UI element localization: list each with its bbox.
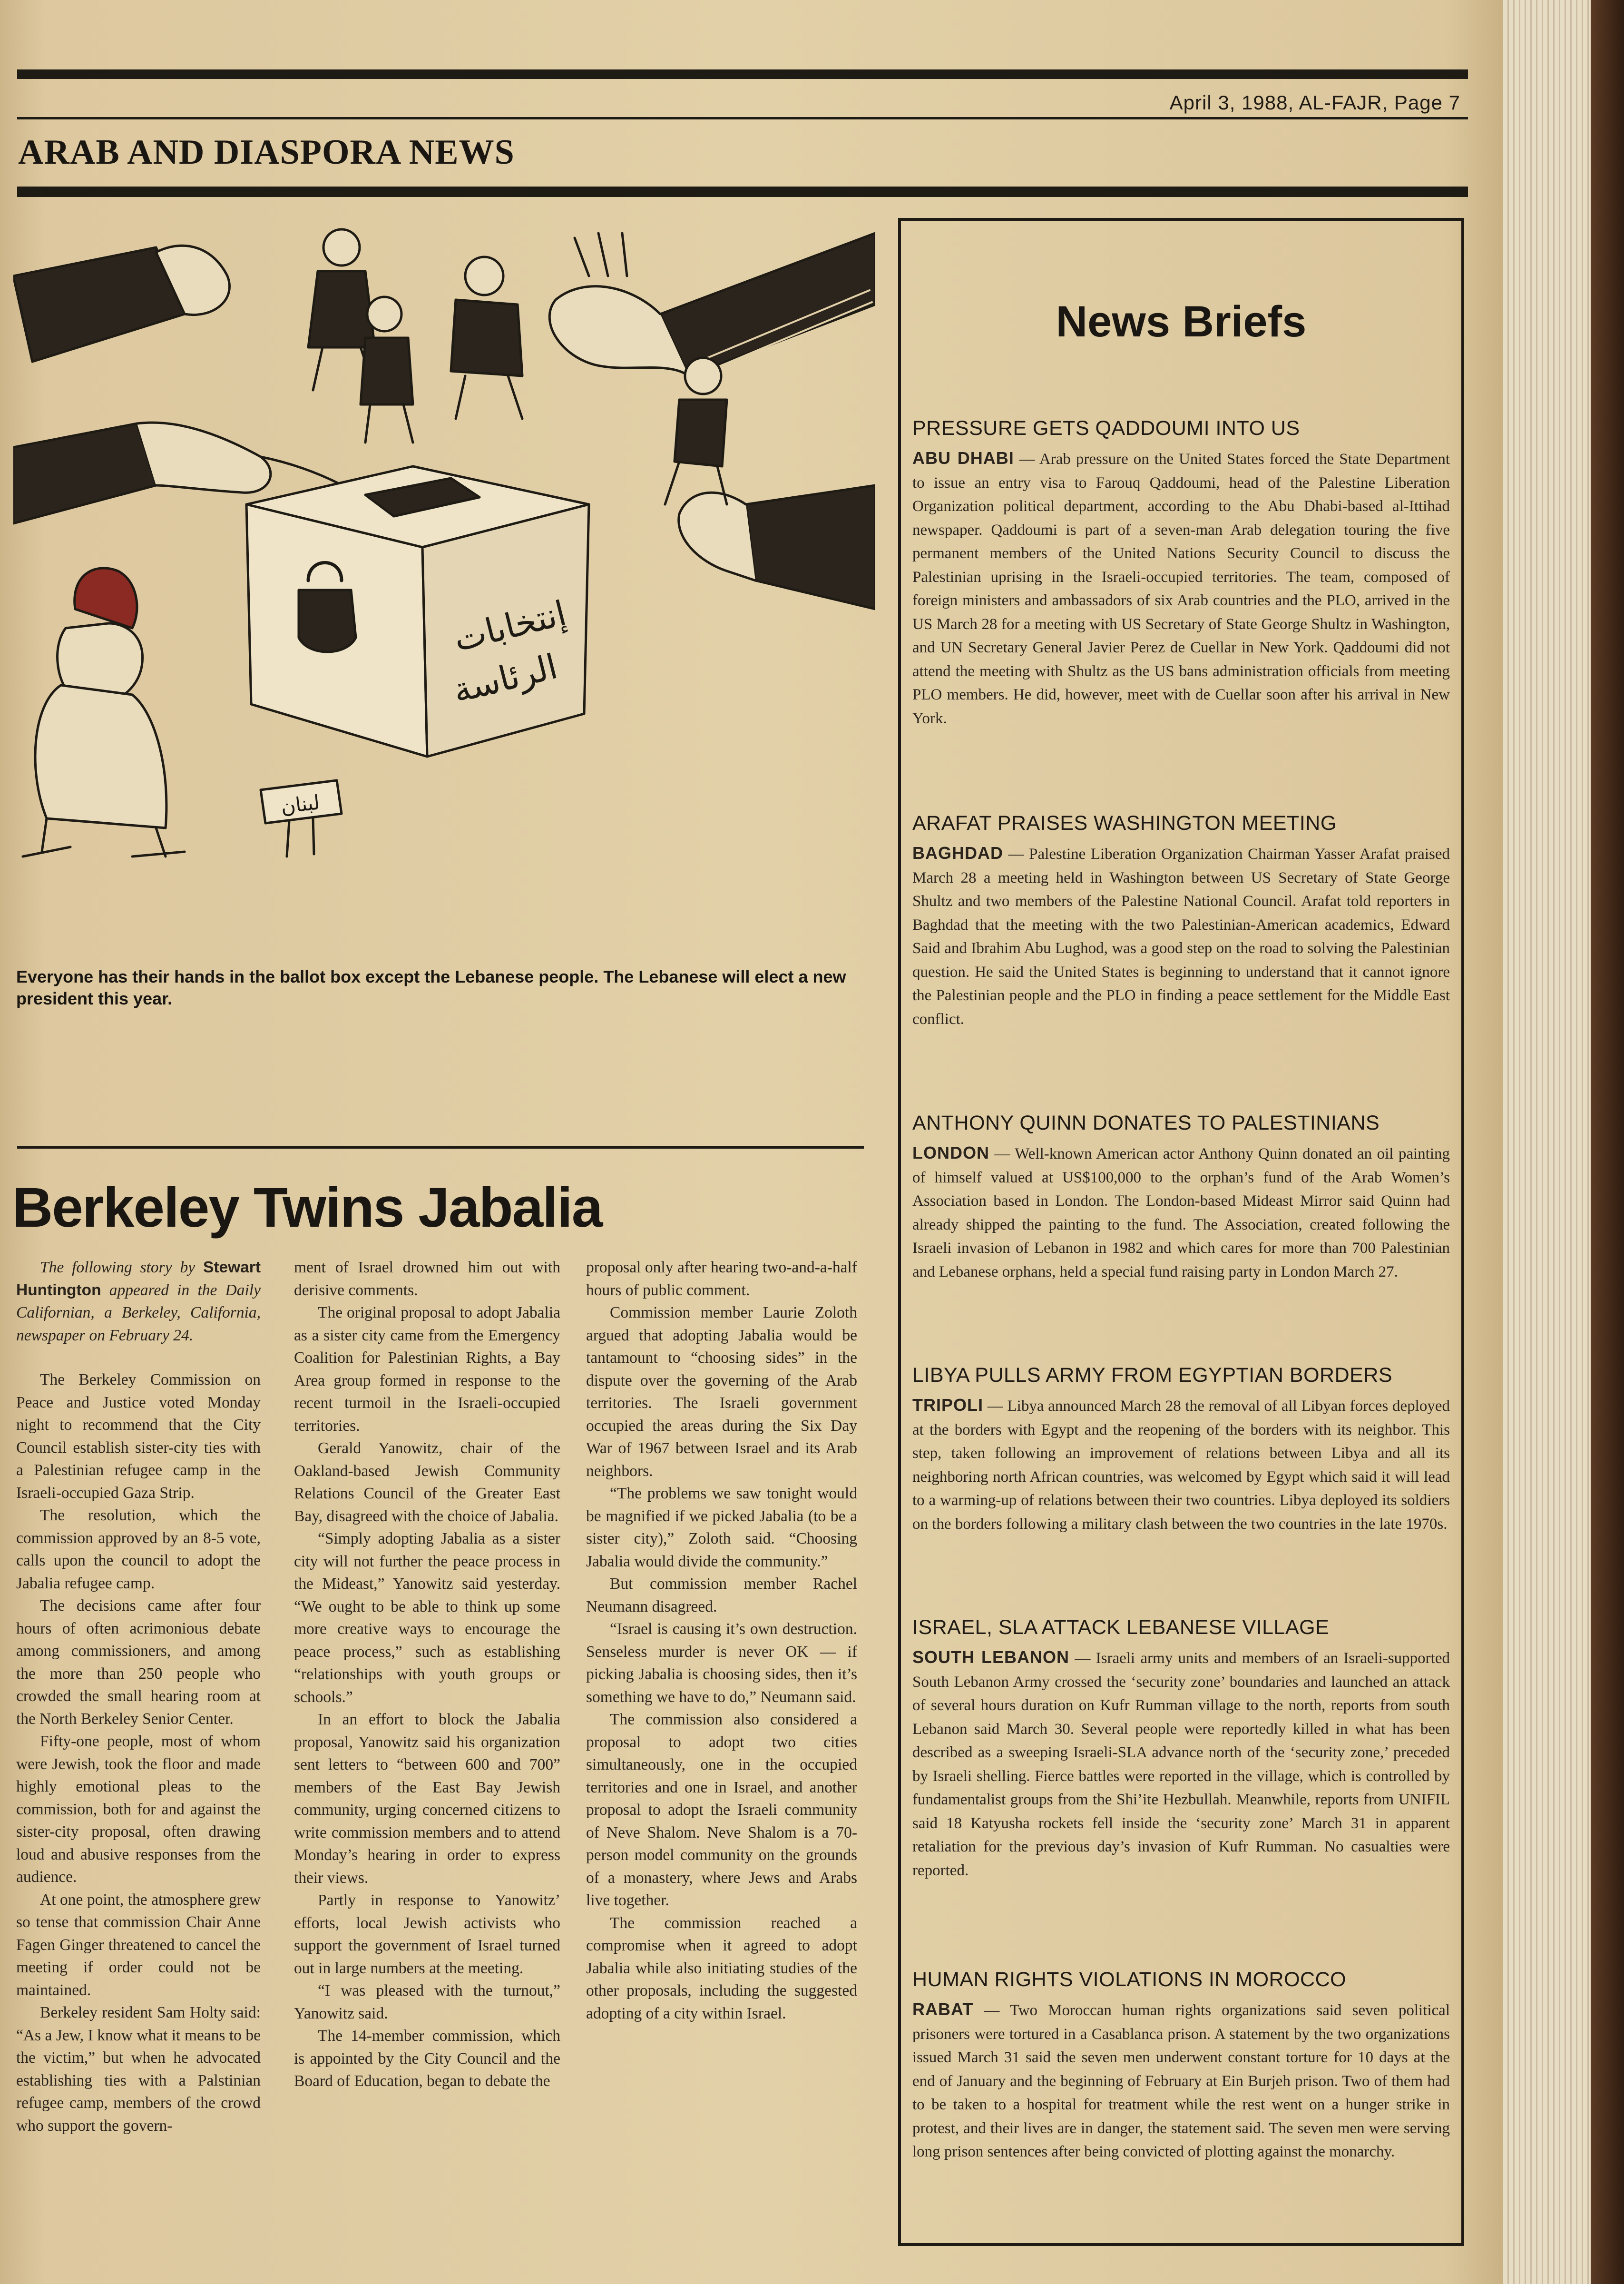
book-binding (1503, 0, 1624, 2284)
brief-item (912, 416, 1450, 730)
brief-text: — Arab pressure on the United States forced the State Department to issue an entry visa to Farouq Qaddoumi, head of the Palestine Liberation Organization political department, according to the Abu Dhabi-based al-Ittihad newspaper. Qaddoumi is part of a seven-man Arab delegation touring the five permanent members of the United Nations Security Council to discuss the Palestinian uprising in the Israeli-occupied territories. The team, composed of foreign ministers and ambassadors of six Arab countries and the PLO, arrived in the US March 28 for a meeting with US Secretary of State George Shultz in Washington, and UN Secretary General Javier Perez de Cuellar in New York. Qaddoumi did not attend the meeting with Shultz as the US bans administration officials from meeting PLO members. He did, however, meet with de Cuellar soon after his arrival in New York. (912, 451, 1450, 727)
paragraph: “Simply adopting Jabalia as a sister city will not further the peace process in the Mideast,” Yanowitz said yesterday. “We ought to be able to think up some more creative ways to encourage the peace process,” such as establishing “relationships with youth groups or schools.” (294, 1530, 560, 1706)
paragraph: ment of Israel drowned him out with derisive comments. (294, 1259, 560, 1299)
paragraph: In an effort to block the Jabalia proposal, Yanowitz said his organization sent letters to “between 600 and 700” members of the East Bay Jewish community, urging concerned citizens to write commission members and to attend Monday’s hearing in order to express their views. (294, 1711, 560, 1887)
brief-dateline: SOUTH LEBANON (912, 1647, 1070, 1667)
brief-heading: ANTHONY QUINN DONATES TO PALESTINIANS (912, 1112, 1380, 1134)
brief-item (912, 1111, 1450, 1284)
dateline: April 3, 1988, AL-FAJR, Page 7 (1169, 91, 1460, 114)
brief-dateline: BAGHDAD (912, 843, 1003, 863)
story-intro: The following story by Stewart Huntington appeared in the Daily Californian, a Berkeley, California, newspaper on February 24. (16, 1259, 261, 1344)
paragraph: The commission also considered a proposal to adopt two cities simultaneously, one in the occupied territories and one in Israel, and another proposal to adopt the Israeli community of Neve Shalom. Neve Shalom is a 70-person model community on the grounds of a monastery, where Jews and Arabs live together. (586, 1711, 857, 1909)
brief-heading: PRESSURE GETS QADDOUMI INTO US (912, 417, 1300, 440)
ballot-box-label-line2: الرئاسة (449, 646, 562, 711)
paragraph: Commission member Laurie Zoloth argued that adopting Jabalia would be tantamount to “choosing sides” in the dispute over the governing of the Arab territories. The Israeli government occupied the areas during the Six Day War of 1967 between Israel and its Arab neighbors. (586, 1304, 857, 1480)
paragraph: proposal only after hearing two-and-a-half hours of public comment. (586, 1259, 857, 1299)
lebanon-sign-text: لبنان (279, 790, 321, 818)
news-briefs-title: News Briefs (1056, 297, 1307, 346)
brief-heading: ARAFAT PRAISES WASHINGTON MEETING (912, 812, 1337, 835)
news-briefs-box (898, 218, 1464, 2246)
political-cartoon (13, 219, 875, 895)
date-rule (17, 117, 1468, 119)
paragraph: The Berkeley Commission on Peace and Justice voted Monday night to recommend that the City Council establish sister-city ties with a Palestinian refugee camp in the Israeli-occupied Gaza Strip. (16, 1371, 261, 1502)
brief-heading: ISRAEL, SLA ATTACK LEBANESE VILLAGE (912, 1616, 1330, 1639)
story-top-rule (17, 1146, 864, 1149)
brief-heading: HUMAN RIGHTS VIOLATIONS IN MOROCCO (912, 1968, 1347, 1991)
section-rule (17, 187, 1468, 197)
story-column-1 (16, 1256, 261, 2270)
top-rule (17, 69, 1468, 79)
story-author: Stewart Huntington (16, 1259, 261, 1299)
paragraph: Gerald Yanowitz, chair of the Oakland-based Jewish Community Relations Council of the Greater East Bay, disagreed with the choice of Jabalia. (294, 1439, 560, 1525)
cartoon-caption: Everyone has their hands in the ballot box except the Lebanese people. The Lebanese will elect a new president this year. (16, 967, 846, 1008)
brief-dateline: LONDON (912, 1143, 989, 1162)
paragraph: Partly in response to Yanowitz’ efforts, local Jewish activists who support the government of Israel turned out in large numbers at the meeting. (294, 1891, 560, 1977)
brief-text: — Libya announced March 28 the removal of all Libyan forces deployed at the borders with Egypt and the reopening of the borders with its neighbor. This step, taken following an improvement of relations between Libya and all its neighboring north African countries, was welcomed by Egypt which said it will lead to a warming-up of relations between their two countries. Libya deployed its soldiers on the borders following a military clash between the two countries in the late 1970s. (912, 1398, 1450, 1533)
paragraph: “I was pleased with the turnout,” Yanowitz said. (294, 1982, 560, 2022)
brief-item (912, 1615, 1450, 1882)
brief-dateline: RABAT (912, 1999, 974, 2019)
paragraph: Berkeley resident Sam Holty said: “As a Jew, I know what it means to be the victim,” but when he advocated establishing ties with a Palstinian refugee camp, members of the crowd who support the govern- (16, 2004, 261, 2135)
paragraph: But commission member Rachel Neumann disagreed. (586, 1575, 857, 1615)
brief-text: — Two Moroccan human rights organizations said seven political prisoners were tortured in a Casablanca prison. A statement by the two organizations issued March 31 said the seven men underwent constant torture for 10 days at the end of January and the beginning of February at Ein Burjeh prison. Two of them had to be taken to a hospital for treatment while the rest went on a hunger strike in protest, and their lives are in danger, the statement said. The seven men were serving long prison sentences after being convicted of plotting against the monarchy. (912, 2002, 1450, 2160)
paragraph: The decisions came after four hours of often acrimonious debate among commissioners, and among the more than 250 people who crowded the small hearing room at the North Berkeley Senior Center. (16, 1597, 261, 1728)
paragraph: Fifty-one people, most of whom were Jewish, took the floor and made highly emotional pleas to the commission, both for and against the sister-city proposal, often drawing loud and abusive responses from the audience. (16, 1733, 261, 1886)
story-headline: Berkeley Twins Jabalia (12, 1176, 602, 1239)
binding-spine (1591, 0, 1624, 2284)
brief-item (912, 1363, 1450, 1536)
story-column-2 (294, 1256, 560, 2270)
brief-dateline: TRIPOLI (912, 1395, 983, 1415)
paragraph: At one point, the atmosphere grew so tense that commission Chair Anne Fagen Ginger threatened to cancel the meeting if order could not be maintained. (16, 1890, 261, 1999)
brief-text: — Palestine Liberation Organization Chairman Yasser Arafat praised March 28 a meeting held in Washington between US Secretary of State George Shultz and two members of the Palestine National Council. Arafat told reporters in Baghdad that the meeting with the two Palestinian-American academics, Edward Said and Ibrahim Abu Lughod, was a good step on the road to solving the Palestinian question. He said the United States is beginning to understand that it cannot ignore the Palestinian people and the PLO in finding a peace settlement for the Middle East conflict. (912, 846, 1450, 1028)
brief-item (912, 811, 1450, 1031)
brief-text: — Israeli army units and members of an Israeli-supported South Lebanon Army crossed the ‘security zone’ boundaries and launched an attack of several hours duration on Kufr Rumman village to the north, reports from south Lebanon said March 30. Several people were reportedly killed in what has been described as a sweeping Israeli-SLA advance north of the ‘security zone,’ preceded by Israeli shelling. Fierce battles were reported in the village, which is controlled by fundamentalist groups from the Shi’ite Hezbullah. Meanwhile, reports from UNIFIL said 18 Katyusha rockets fell inside the ‘security zone’ March 31 in apparent retaliation for the previous day’s invasion of Kufr Rumman. No casualties were reported. (912, 1650, 1450, 1879)
paragraph: The resolution, which the commission approved by an 8-5 vote, calls upon the council to adopt the Jabalia refugee camp. (16, 1506, 261, 1592)
section-title: ARAB AND DIASPORA NEWS (18, 133, 515, 172)
paragraph: “The problems we saw tonight would be magnified if we picked Jabalia (to be a sister city),” Zoloth said. “Choosing Jabalia would divide the community.” (586, 1485, 857, 1570)
story-column-3 (586, 1256, 857, 2270)
brief-text: — Well-known American actor Anthony Quinn donated an oil painting of himself valued at US$100,000 to the orphan’s fund of the Arab Women’s Association based in London. The London-based Mideast Mirror said Quinn had already shipped the painting to the fund. The Association, created following the Israeli invasion of Lebanon in 1982 and which cares for more than 700 Palestinian and Lebanese orphans, held a special fund raising party in London March 27. (912, 1145, 1450, 1280)
paragraph: The original proposal to adopt Jabalia as a sister city came from the Emergency Coalition for Palestinian Rights, a Bay Area group formed in response to the recent turmoil in the Israeli-occupied territories. (294, 1304, 560, 1435)
brief-dateline: ABU DHABI (912, 448, 1014, 468)
ballot-box-label-line1: إنتخابات (450, 592, 570, 660)
paragraph: The commission reached a compromise when it agreed to adopt Jabalia while also initiating studies of the other proposals, including the suggested adopting of a city within Israel. (586, 1914, 857, 2022)
brief-item (912, 1967, 1450, 2164)
paragraph: “Israel is causing it’s own destruction. Senseless murder is never OK — if picking Jabalia is choosing sides, then it’s something we have to do,” Neumann said. (586, 1620, 857, 1706)
paragraph: The 14-member commission, which is appointed by the City Council and the Board of Education, began to debate the (294, 2027, 560, 2090)
brief-heading: LIBYA PULLS ARMY FROM EGYPTIAN BORDERS (912, 1364, 1393, 1387)
